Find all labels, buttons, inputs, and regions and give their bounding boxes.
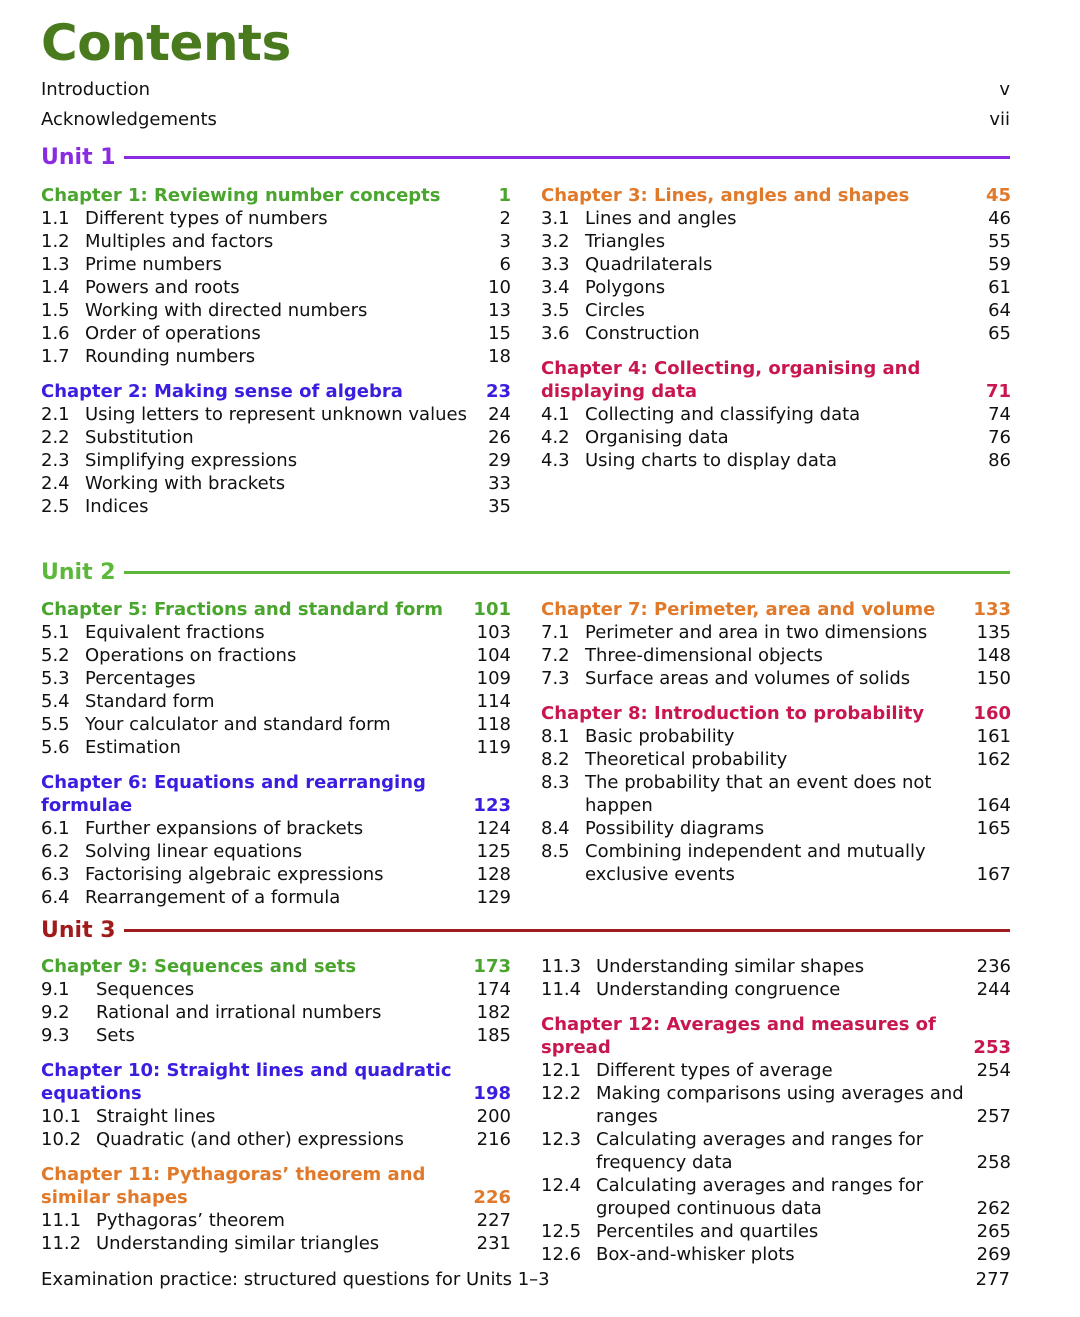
- section-item[interactable]: [541, 978, 1011, 1001]
- section-item[interactable]: [541, 725, 1011, 748]
- section-number: 5.4: [41, 691, 70, 712]
- section-page: 109: [476, 668, 511, 689]
- section-number: 8.2: [541, 749, 570, 770]
- section-page: 164: [976, 795, 1011, 816]
- section-number: 8.4: [541, 818, 570, 839]
- section-item[interactable]: [41, 207, 511, 230]
- section-number: 9.2: [41, 1002, 70, 1023]
- section-title: Possibility diagrams: [585, 818, 765, 839]
- chapter-title: Chapter 7: Perimeter, area and volume: [541, 599, 936, 620]
- section-item[interactable]: [41, 863, 511, 886]
- front-item-label: Acknowledgements: [41, 109, 217, 130]
- section-title: Organising data: [585, 427, 729, 448]
- section-item[interactable]: [541, 1082, 1011, 1128]
- chapter-page: 198: [473, 1083, 511, 1104]
- section-item[interactable]: [541, 621, 1011, 644]
- chapter-title: Chapter 1: Reviewing number concepts: [41, 185, 441, 206]
- section-title: Your calculator and standard form: [85, 714, 391, 735]
- section-number: 10.1: [41, 1106, 82, 1127]
- chapter-page: 253: [973, 1037, 1011, 1058]
- section-number: 3.2: [541, 231, 570, 252]
- section-page: 244: [976, 979, 1011, 1000]
- unit-1-heading: [41, 143, 1010, 171]
- chapter-title: Chapter 2: Making sense of algebra: [41, 381, 403, 402]
- unit-rule: [124, 156, 1010, 159]
- section-item[interactable]: [41, 472, 511, 495]
- section-page: 2: [499, 208, 511, 229]
- section-page: 162: [976, 749, 1011, 770]
- section-number: 2.4: [41, 473, 70, 494]
- section-item[interactable]: [541, 449, 1011, 472]
- section-number: 5.6: [41, 737, 70, 758]
- section-item[interactable]: [41, 230, 511, 253]
- section-number: 3.1: [541, 208, 570, 229]
- section-title: Factorising algebraic expressions: [85, 864, 384, 885]
- section-title: Further expansions of brackets: [85, 818, 364, 839]
- section-title: Different types of numbers: [85, 208, 328, 229]
- chapter-gap: [41, 368, 511, 380]
- section-item[interactable]: [41, 886, 511, 909]
- section-page: 33: [488, 473, 511, 494]
- section-page: 254: [976, 1060, 1011, 1081]
- section-item[interactable]: [541, 322, 1011, 345]
- section-number: 5.3: [41, 668, 70, 689]
- section-item[interactable]: [41, 322, 511, 345]
- section-item[interactable]: [41, 1209, 511, 1232]
- unit-label: Unit 1: [41, 144, 116, 170]
- section-page: 103: [476, 622, 511, 643]
- unit-2-right-column: [541, 598, 1011, 886]
- front-item-page: vii: [989, 109, 1010, 130]
- section-number: 1.3: [41, 254, 70, 275]
- section-number: 11.1: [41, 1210, 82, 1231]
- chapter-page: 226: [473, 1187, 511, 1208]
- section-title: Triangles: [585, 231, 666, 252]
- section-title: Equivalent fractions: [85, 622, 265, 643]
- section-title: Theoretical probability: [585, 749, 788, 770]
- section-number: 3.3: [541, 254, 570, 275]
- chapter-heading[interactable]: [541, 1013, 1011, 1059]
- section-page: 231: [476, 1233, 511, 1254]
- section-item[interactable]: [541, 667, 1011, 690]
- section-page: 185: [476, 1025, 511, 1046]
- chapter-gap: [541, 1001, 1011, 1013]
- chapter-title: Chapter 11: Pythagoras’ theorem and similar shapes: [41, 1164, 426, 1208]
- unit-2-heading: [41, 558, 1010, 586]
- chapter-title: Chapter 5: Fractions and standard form: [41, 599, 444, 620]
- section-page: 13: [488, 300, 511, 321]
- section-page: 129: [476, 887, 511, 908]
- section-title: Sequences: [96, 979, 195, 1000]
- section-title: Prime numbers: [85, 254, 222, 275]
- chapter-heading[interactable]: [41, 1059, 511, 1105]
- section-title: Lines and angles: [585, 208, 737, 229]
- section-page: 174: [476, 979, 511, 1000]
- section-item[interactable]: [541, 840, 1011, 886]
- section-title: Rearrangement of a formula: [85, 887, 341, 908]
- section-number: 2.2: [41, 427, 70, 448]
- section-number: 5.2: [41, 645, 70, 666]
- chapter-heading[interactable]: [541, 702, 1011, 725]
- section-number: 7.3: [541, 668, 570, 689]
- section-item[interactable]: [41, 736, 511, 759]
- section-page: 148: [976, 645, 1011, 666]
- section-page: 18: [488, 346, 511, 367]
- section-item[interactable]: [541, 207, 1011, 230]
- unit-3-left-column: [41, 955, 511, 1255]
- section-number: 9.1: [41, 979, 70, 1000]
- section-page: 236: [976, 956, 1011, 977]
- section-page: 74: [988, 404, 1011, 425]
- section-title: Rounding numbers: [85, 346, 256, 367]
- section-number: 1.6: [41, 323, 70, 344]
- section-item[interactable]: [41, 253, 511, 276]
- section-item[interactable]: [541, 817, 1011, 840]
- section-title: The probability that an event does not happen: [585, 772, 932, 816]
- chapter-gap: [541, 345, 1011, 357]
- section-number: 4.1: [541, 404, 570, 425]
- section-number: 1.4: [41, 277, 70, 298]
- section-title: Using letters to represent unknown values: [85, 404, 467, 425]
- section-page: 59: [988, 254, 1011, 275]
- section-item[interactable]: [41, 299, 511, 322]
- section-title: Rational and irrational numbers: [96, 1002, 382, 1023]
- unit-3-heading: [41, 916, 1010, 944]
- section-item[interactable]: [541, 955, 1011, 978]
- section-item[interactable]: [41, 1105, 511, 1128]
- section-title: Making comparisons using averages and ranges: [596, 1083, 964, 1127]
- unit-rule: [124, 571, 1010, 574]
- section-title: Different types of average: [596, 1060, 833, 1081]
- section-page: 65: [988, 323, 1011, 344]
- section-title: Surface areas and volumes of solids: [585, 668, 911, 689]
- section-title: Straight lines: [96, 1106, 216, 1127]
- section-number: 2.5: [41, 496, 70, 517]
- section-title: Calculating averages and ranges for frequency data: [596, 1129, 924, 1173]
- section-page: 26: [488, 427, 511, 448]
- chapter-title: Chapter 4: Collecting, organising and displaying data: [541, 358, 921, 402]
- section-title: Polygons: [585, 277, 666, 298]
- section-page: 24: [488, 404, 511, 425]
- chapter-page: 101: [473, 599, 511, 620]
- footer-page: 277: [975, 1269, 1010, 1290]
- section-title: Estimation: [85, 737, 181, 758]
- section-item[interactable]: [41, 667, 511, 690]
- section-title: Sets: [96, 1025, 135, 1046]
- section-page: 227: [476, 1210, 511, 1231]
- chapter-page: 123: [473, 795, 511, 816]
- section-item[interactable]: [541, 644, 1011, 667]
- section-number: 3.6: [541, 323, 570, 344]
- section-page: 161: [976, 726, 1011, 747]
- unit-label: Unit 3: [41, 917, 116, 943]
- chapter-heading[interactable]: [41, 598, 511, 621]
- chapter-page: 173: [473, 956, 511, 977]
- section-item[interactable]: [541, 1243, 1011, 1266]
- section-title: Percentiles and quartiles: [596, 1221, 819, 1242]
- section-number: 4.2: [541, 427, 570, 448]
- section-page: 29: [488, 450, 511, 471]
- section-page: 10: [488, 277, 511, 298]
- chapter-heading[interactable]: [41, 771, 511, 817]
- unit-3-right-column: [541, 955, 1011, 1266]
- section-item[interactable]: [541, 403, 1011, 426]
- chapter-page: 133: [973, 599, 1011, 620]
- section-item[interactable]: [541, 276, 1011, 299]
- section-number: 12.5: [541, 1221, 582, 1242]
- section-item[interactable]: [41, 644, 511, 667]
- section-number: 11.4: [541, 979, 582, 1000]
- section-number: 6.3: [41, 864, 70, 885]
- section-item[interactable]: [41, 621, 511, 644]
- section-title: Quadrilaterals: [585, 254, 713, 275]
- section-page: 262: [976, 1198, 1011, 1219]
- section-number: 1.2: [41, 231, 70, 252]
- section-item[interactable]: [541, 1128, 1011, 1174]
- section-number: 12.2: [541, 1083, 582, 1104]
- section-item[interactable]: [41, 1001, 511, 1024]
- section-title: Order of operations: [85, 323, 261, 344]
- section-page: 55: [988, 231, 1011, 252]
- section-item[interactable]: [41, 817, 511, 840]
- section-item[interactable]: [41, 840, 511, 863]
- unit-1-left-column: [41, 184, 511, 518]
- section-title: Standard form: [85, 691, 215, 712]
- section-page: 119: [476, 737, 511, 758]
- section-page: 114: [476, 691, 511, 712]
- chapter-title: Chapter 3: Lines, angles and shapes: [541, 185, 910, 206]
- section-title: Construction: [585, 323, 700, 344]
- section-title: Operations on fractions: [85, 645, 297, 666]
- section-title: Working with brackets: [85, 473, 286, 494]
- section-page: 128: [476, 864, 511, 885]
- chapter-heading[interactable]: [541, 598, 1011, 621]
- section-item[interactable]: [41, 978, 511, 1001]
- section-page: 125: [476, 841, 511, 862]
- section-title: Understanding similar triangles: [96, 1233, 380, 1254]
- section-number: 3.4: [541, 277, 570, 298]
- chapter-heading[interactable]: [41, 955, 511, 978]
- chapter-title: Chapter 9: Sequences and sets: [41, 956, 357, 977]
- section-title: Solving linear equations: [85, 841, 303, 862]
- section-title: Circles: [585, 300, 645, 321]
- section-item[interactable]: [541, 1220, 1011, 1243]
- section-page: 118: [476, 714, 511, 735]
- front-item-label: Introduction: [41, 79, 151, 100]
- front-item-page: v: [999, 79, 1010, 100]
- section-title: Understanding similar shapes: [596, 956, 865, 977]
- chapter-title: Chapter 10: Straight lines and quadratic equations: [41, 1060, 452, 1104]
- section-title: Multiples and factors: [85, 231, 274, 252]
- chapter-page: 45: [985, 185, 1011, 206]
- section-page: 258: [976, 1152, 1011, 1173]
- footer-label: Examination practice: structured questions for Units 1–3: [41, 1269, 550, 1290]
- section-item[interactable]: [41, 426, 511, 449]
- section-title: Calculating averages and ranges for grouped continuous data: [596, 1175, 924, 1219]
- section-number: 4.3: [541, 450, 570, 471]
- chapter-heading[interactable]: [541, 357, 1011, 403]
- chapter-heading[interactable]: [41, 184, 511, 207]
- section-page: 165: [976, 818, 1011, 839]
- section-item[interactable]: [41, 1128, 511, 1151]
- section-page: 167: [976, 864, 1011, 885]
- chapter-page: 23: [485, 381, 511, 402]
- section-page: 182: [476, 1002, 511, 1023]
- section-item[interactable]: [541, 1174, 1011, 1220]
- section-item[interactable]: [41, 403, 511, 426]
- section-title: Understanding congruence: [596, 979, 841, 1000]
- section-number: 1.5: [41, 300, 70, 321]
- front-item-acknowledgements[interactable]: [41, 108, 1010, 131]
- chapter-title: Chapter 8: Introduction to probability: [541, 703, 925, 724]
- section-item[interactable]: [541, 299, 1011, 322]
- section-number: 8.1: [541, 726, 570, 747]
- section-item[interactable]: [541, 253, 1011, 276]
- section-item[interactable]: [41, 495, 511, 518]
- section-title: Percentages: [85, 668, 196, 689]
- section-title: Indices: [85, 496, 149, 517]
- section-number: 2.3: [41, 450, 70, 471]
- section-number: 8.3: [541, 772, 570, 793]
- section-title: Using charts to display data: [585, 450, 837, 471]
- chapter-gap: [41, 759, 511, 771]
- chapter-heading[interactable]: [41, 380, 511, 403]
- chapter-title: Chapter 12: Averages and measures of spread: [541, 1014, 936, 1058]
- chapter-page: 160: [973, 703, 1011, 724]
- section-number: 2.1: [41, 404, 70, 425]
- section-page: 265: [976, 1221, 1011, 1242]
- section-page: 3: [499, 231, 511, 252]
- front-item-introduction[interactable]: [41, 78, 1010, 108]
- section-number: 1.7: [41, 346, 70, 367]
- section-title: Basic probability: [585, 726, 735, 747]
- section-number: 3.5: [541, 300, 570, 321]
- chapter-gap: [541, 690, 1011, 702]
- chapter-gap: [41, 1151, 511, 1163]
- unit-rule: [124, 929, 1010, 932]
- unit-1-right-column: [541, 184, 1011, 472]
- section-item[interactable]: [541, 1059, 1011, 1082]
- section-item[interactable]: [41, 690, 511, 713]
- section-number: 11.3: [541, 956, 582, 977]
- section-page: 46: [988, 208, 1011, 229]
- section-item[interactable]: [41, 345, 511, 368]
- section-page: 124: [476, 818, 511, 839]
- unit-2-left-column: [41, 598, 511, 909]
- section-page: 200: [476, 1106, 511, 1127]
- section-title: Combining independent and mutually exclusive events: [585, 841, 926, 885]
- section-title: Three-dimensional objects: [585, 645, 823, 666]
- section-item[interactable]: [41, 276, 511, 299]
- section-item[interactable]: [541, 771, 1011, 817]
- footer-exam-practice[interactable]: [41, 1268, 1010, 1291]
- section-item[interactable]: [41, 1024, 511, 1047]
- section-number: 6.2: [41, 841, 70, 862]
- section-title: Perimeter and area in two dimensions: [585, 622, 928, 643]
- chapter-heading[interactable]: [541, 184, 1011, 207]
- section-title: Simplifying expressions: [85, 450, 298, 471]
- section-number: 12.4: [541, 1175, 582, 1196]
- chapter-title: Chapter 6: Equations and rearranging formulae: [41, 772, 426, 816]
- section-title: Collecting and classifying data: [585, 404, 861, 425]
- section-page: 104: [476, 645, 511, 666]
- page-title: Contents: [41, 14, 291, 72]
- chapter-page: 71: [985, 381, 1011, 402]
- section-page: 61: [988, 277, 1011, 298]
- chapter-gap: [41, 1047, 511, 1059]
- section-number: 7.1: [541, 622, 570, 643]
- chapter-page: 1: [498, 185, 511, 206]
- section-page: 86: [988, 450, 1011, 471]
- section-number: 6.4: [41, 887, 70, 908]
- section-title: Powers and roots: [85, 277, 240, 298]
- front-matter: [41, 78, 1010, 131]
- section-title: Substitution: [85, 427, 194, 448]
- section-page: 269: [976, 1244, 1011, 1265]
- section-item[interactable]: [541, 230, 1011, 253]
- section-page: 257: [976, 1106, 1011, 1127]
- section-title: Working with directed numbers: [85, 300, 368, 321]
- section-number: 5.5: [41, 714, 70, 735]
- section-number: 8.5: [541, 841, 570, 862]
- section-title: Box-and-whisker plots: [596, 1244, 795, 1265]
- section-item[interactable]: [41, 449, 511, 472]
- section-item[interactable]: [41, 1232, 511, 1255]
- section-page: 76: [988, 427, 1011, 448]
- section-title: Pythagoras’ theorem: [96, 1210, 285, 1231]
- section-number: 11.2: [41, 1233, 82, 1254]
- section-number: 9.3: [41, 1025, 70, 1046]
- section-number: 6.1: [41, 818, 70, 839]
- section-number: 7.2: [541, 645, 570, 666]
- section-number: 12.6: [541, 1244, 582, 1265]
- section-page: 15: [488, 323, 511, 344]
- section-title: Quadratic (and other) expressions: [96, 1129, 404, 1150]
- section-page: 150: [976, 668, 1011, 689]
- section-item[interactable]: [541, 748, 1011, 771]
- section-page: 64: [988, 300, 1011, 321]
- section-number: 12.3: [541, 1129, 582, 1150]
- chapter-heading[interactable]: [41, 1163, 511, 1209]
- section-page: 135: [976, 622, 1011, 643]
- unit-label: Unit 2: [41, 559, 116, 585]
- section-number: 1.1: [41, 208, 70, 229]
- section-page: 6: [499, 254, 511, 275]
- section-page: 216: [476, 1129, 511, 1150]
- section-number: 5.1: [41, 622, 70, 643]
- section-page: 35: [488, 496, 511, 517]
- section-number: 10.2: [41, 1129, 82, 1150]
- section-item[interactable]: [41, 713, 511, 736]
- section-number: 12.1: [541, 1060, 582, 1081]
- section-item[interactable]: [541, 426, 1011, 449]
